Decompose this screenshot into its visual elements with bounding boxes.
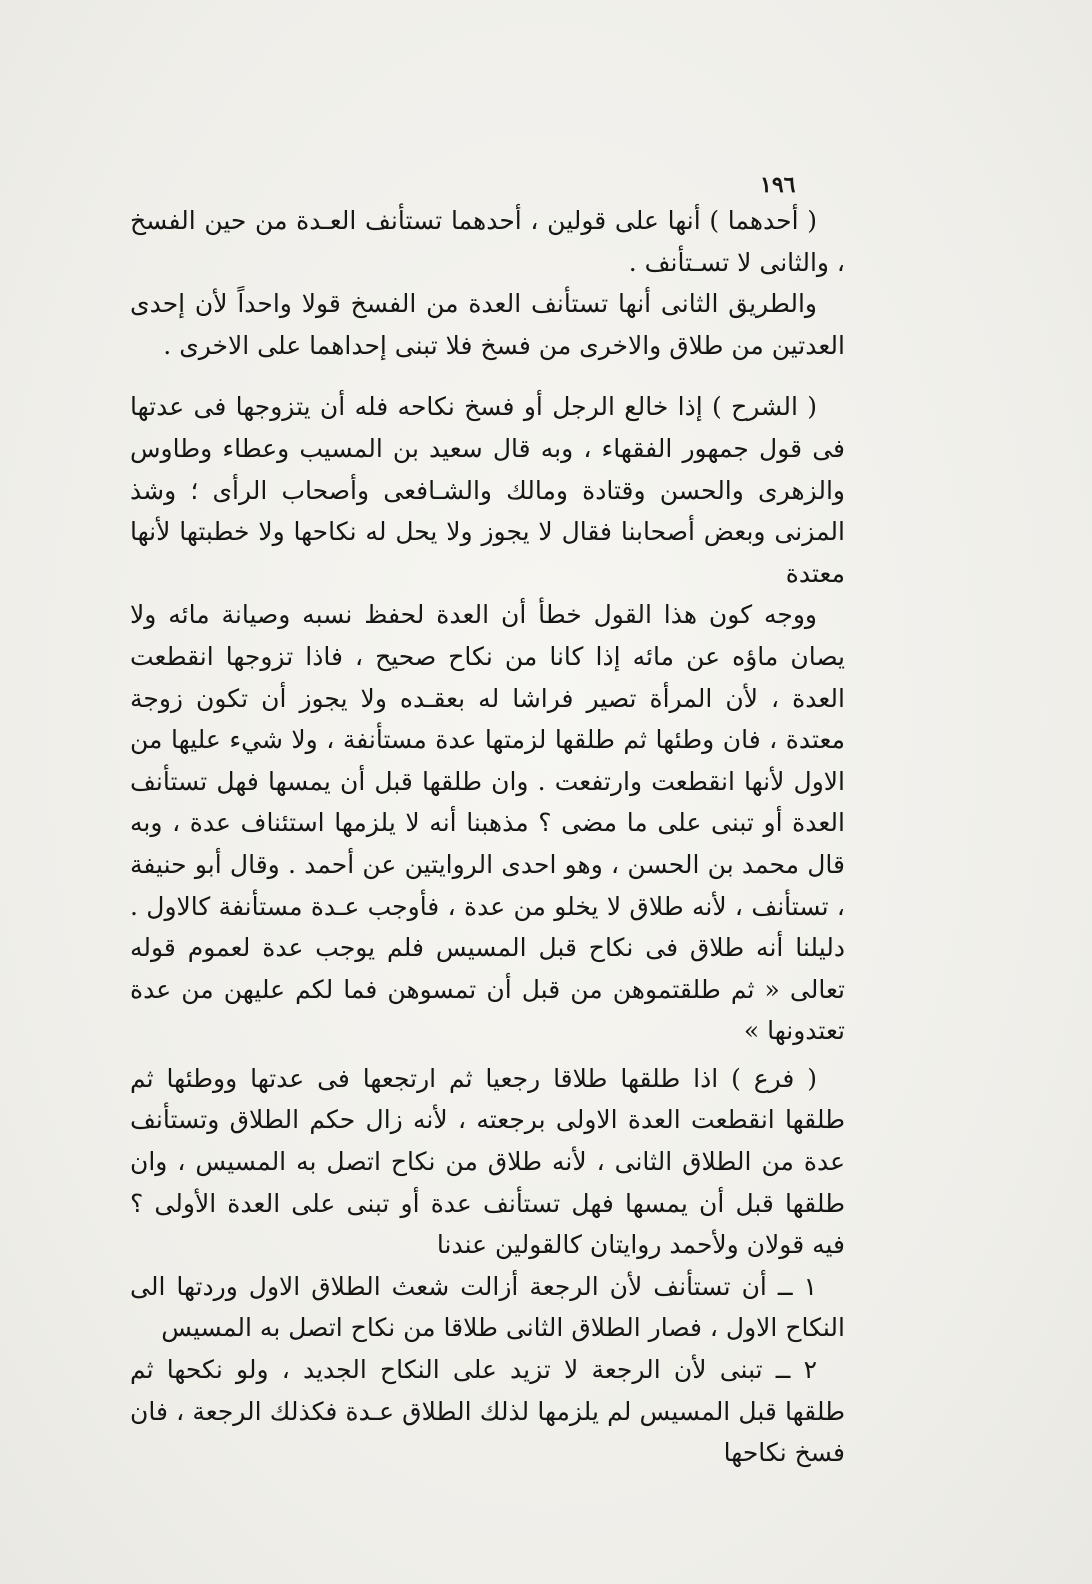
page-body bbox=[130, 200, 845, 1474]
list-item-second-opinion: ٢ ــ تبنى لأن الرجعة لا تزيد على النكاح الجديد ، ولو نكحها ثم طلقها قبل المسيس لم يلزمها لذلك الطلاق عـدة فكذلك الرجعة ، فان فسخ نكاحها bbox=[130, 1355, 845, 1468]
list-item-first-opinion: ١ ــ أن تستأنف لأن الرجعة أزالت شعث الطلاق الاول وردتها الى النكاح الاول ، فصار الطلاق الثانى طلاقا من نكاح اتصل به المسيس bbox=[130, 1271, 845, 1343]
page-number: ١٩٦ bbox=[760, 172, 796, 198]
paragraph-commentary: ( الشرح ) إذا خالع الرجل أو فسخ نكاحه فله أن يتزوجها فى عدتها فى قول جمهور الفقهاء ، وبه قال سعيد بن المسيب وعطاء وطاوس والزهرى والحسن وقتادة ومالك والشـافعى وأصحاب الرأى ؛ وشذ المزنى وبعض أصحابنا فقال لا يجوز ولا يحل له نكاحها ولا خطبتها لأنها معتدة bbox=[130, 392, 845, 588]
paragraph-branch: ( فرع ) اذا طلقها طلاقا رجعيا ثم ارتجعها فى عدتها ووطئها ثم طلقها انقطعت العدة الاولى برجعته ، لأنه زال حكم الطلاق وتستأنف عدة من الطلاق الثانى ، لأنه طلاق من نكاح اتصل به المسيس ، وان طلقها قبل أن يمسها فهل تستأنف عدة أو تبنى على العدة الأولى ؟ فيه قولان ولأحمد روايتان كالقولين عندنا bbox=[130, 1063, 845, 1260]
paragraph-second-way: والطريق الثانى أنها تستأنف العدة من الفسخ قولا واحداً لأن إحدى العدتين من طلاق والاخرى من فسخ فلا تبنى إحداهما على الاخرى . bbox=[130, 289, 845, 360]
paragraph-refutation: ووجه كون هذا القول خطأ أن العدة لحفظ نسبه وصيانة مائه ولا يصان ماؤه عن مائه إذا كانا من نكاح صحيح ، فاذا تزوجها انقطعت العدة ، لأن المرأة تصير فراشا له بعقـده ولا يجوز أن تكون زوجة معتدة ، فان وطئها ثم طلقها لزمتها عدة مستأنفة ، ولا شيء عليها من الاول لأنها انقطعت وارتفعت . وان طلقها قبل أن يمسها فهل تستأنف العدة أو تبنى على ما مضى ؟ مذهبنا أنه لا يلزمها استئناف عدة ، وبه قال محمد بن الحسن ، وهو احدى الروايتين عن أحمد . وقال أبو حنيفة ، تستأنف ، لأنه طلاق لا يخلو من عدة ، فأوجب عـدة مستأنفة كالاول . دليلنا أنه طلاق فى نكاح قبل المسيس فلم يوجب عدة لعموم قوله تعالى « ثم طلقتموهن من قبل أن تمسوهن فما لكم عليهن من عدة تعتدونها » bbox=[130, 600, 845, 1046]
paragraph-first-opinion: ( أحدهما ) أنها على قولين ، أحدهما تستأنف العـدة من حين الفسخ ، والثانى لا تسـتأنف . bbox=[130, 206, 845, 277]
